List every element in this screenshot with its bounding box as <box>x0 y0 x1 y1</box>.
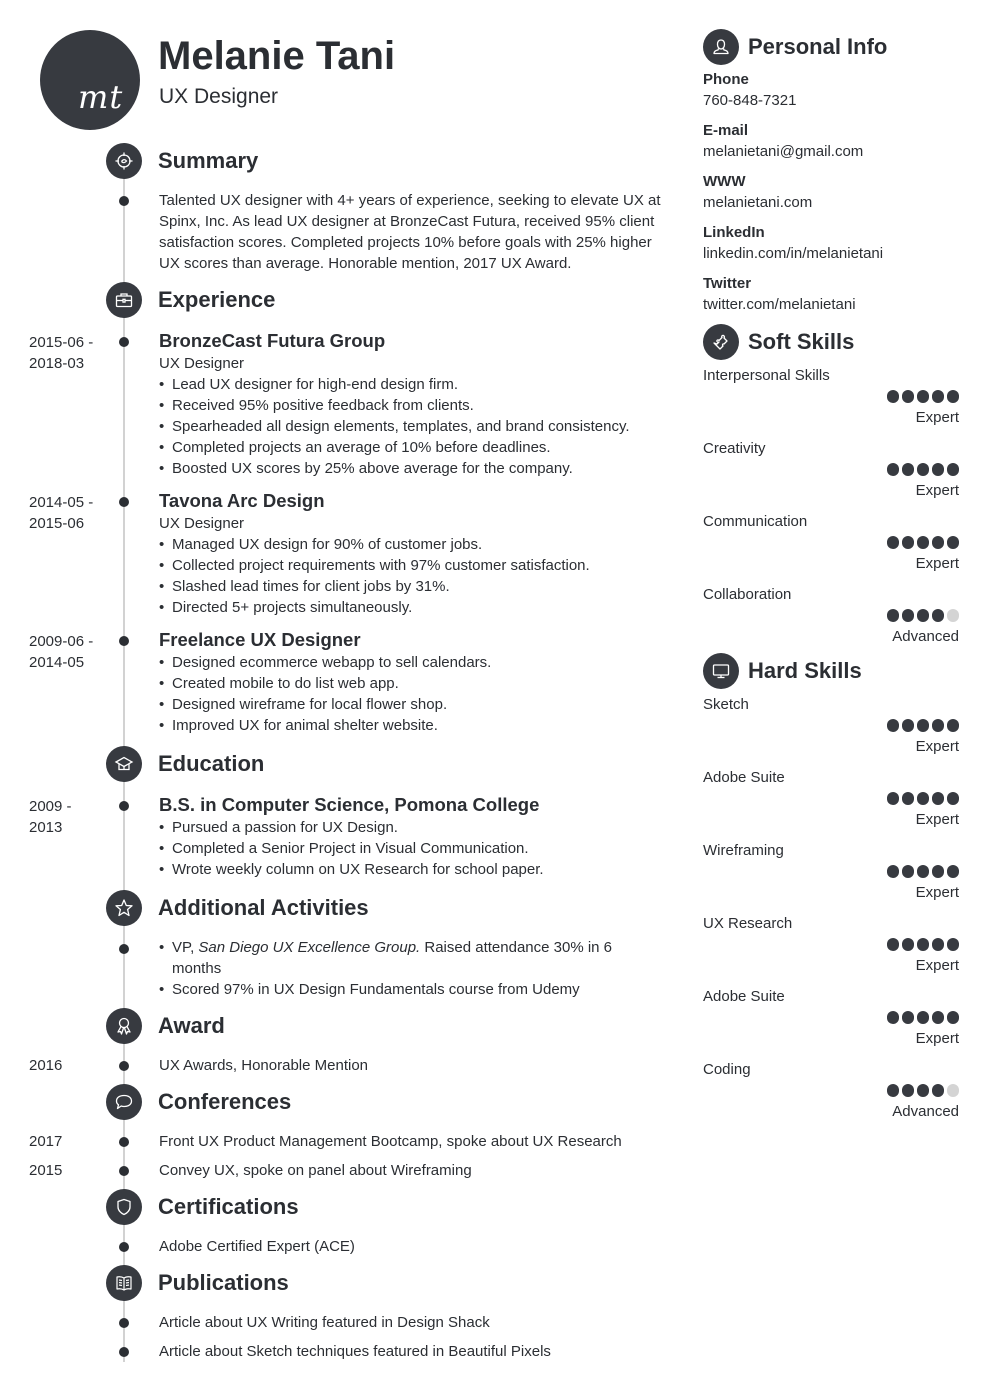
company-name: Tavona Arc Design <box>159 490 325 511</box>
date-start: 2015-06 - <box>29 334 94 351</box>
timeline-dot <box>119 337 129 347</box>
timeline-dot <box>119 801 129 811</box>
field-label-www: WWW <box>703 173 746 190</box>
skill-level: Expert <box>915 409 959 426</box>
activities-list <box>159 937 629 1000</box>
star-icon <box>106 890 142 926</box>
experience-item <box>159 489 669 618</box>
date-start: 2009-06 - <box>29 633 94 650</box>
section-title: Summary <box>158 148 259 173</box>
responsibility-list <box>159 652 669 736</box>
skill-name: Adobe Suite <box>703 988 785 1005</box>
hard-skills-list <box>703 695 963 1133</box>
speech-bubble-icon <box>106 1084 142 1120</box>
skill-name: UX Research <box>703 915 793 932</box>
skill-row <box>703 695 963 768</box>
job-role: UX Designer <box>159 515 245 532</box>
user-icon <box>703 29 739 65</box>
sidebar-column <box>703 29 963 1133</box>
company-name: Freelance UX Designer <box>159 629 361 650</box>
activity-text: VP, <box>172 939 199 956</box>
company-name: BronzeCast Futura Group <box>159 330 386 351</box>
list-item: • Collected project requirements with 97% customer satisfaction. <box>159 555 669 576</box>
education-date <box>29 796 109 838</box>
summary-text-block <box>159 190 669 274</box>
skill-name: Wireframing <box>703 842 784 859</box>
degree-name: B.S. in Computer Science, Pomona College <box>159 794 540 815</box>
timeline-dot <box>119 944 129 954</box>
publication-text: Article about UX Writing featured in Design Shack <box>159 1314 490 1331</box>
skill-rating-dots <box>887 1011 960 1024</box>
skill-rating-dots <box>887 792 960 805</box>
skill-name: Collaboration <box>703 586 792 603</box>
skill-level: Expert <box>915 555 959 572</box>
section-title: Soft Skills <box>748 329 855 354</box>
skill-rating-dots <box>887 609 960 622</box>
candidate-title: UX Designer <box>159 85 279 108</box>
field-value-phone: 760-848-7321 <box>703 92 797 109</box>
list-item: • Lead UX designer for high-end design firm. <box>159 374 669 395</box>
target-icon <box>106 143 142 179</box>
field-value-www[interactable]: melanietani.com <box>703 194 813 211</box>
list-item: • Boosted UX scores by 25% above average for the company. <box>159 458 669 479</box>
skill-row <box>703 439 963 512</box>
date-end: 2015-06 <box>29 515 85 532</box>
skill-level: Expert <box>915 738 959 755</box>
timeline-dot <box>119 1242 129 1252</box>
date-start: 2014-05 - <box>29 494 94 511</box>
timeline-dot <box>119 1166 129 1176</box>
timeline-dot <box>119 1061 129 1071</box>
skill-rating-dots <box>887 865 960 878</box>
education-item <box>159 793 669 880</box>
shield-icon <box>106 1189 142 1225</box>
list-item: • Directed 5+ projects simultaneously. <box>159 597 669 618</box>
conference-text: Front UX Product Management Bootcamp, spoke about UX Research <box>159 1133 622 1150</box>
skill-name: Coding <box>703 1061 751 1078</box>
conference-text: Convey UX, spoke on panel about Wireframing <box>159 1162 472 1179</box>
timeline-dot <box>119 1347 129 1357</box>
briefcase-icon <box>106 282 142 318</box>
list-item: • Managed UX design for 90% of customer jobs. <box>159 534 669 555</box>
candidate-name: Melanie Tani <box>158 34 396 78</box>
skill-row <box>703 914 963 987</box>
list-item: • Completed projects an average of 10% before deadlines. <box>159 437 669 458</box>
skill-name: Sketch <box>703 696 749 713</box>
list-item: • Pursued a passion for UX Design. <box>159 817 669 838</box>
list-item <box>159 937 629 979</box>
experience-date <box>29 492 109 534</box>
organization-name: San Diego UX Excellence Group. <box>198 939 421 956</box>
field-value-twitter[interactable]: twitter.com/melanietani <box>703 296 856 313</box>
field-value-linkedin[interactable]: linkedin.com/in/melanietani <box>703 245 884 262</box>
publication-text: Article about Sketch techniques featured in Beautiful Pixels <box>159 1343 551 1360</box>
skill-rating-dots <box>887 938 960 951</box>
timeline-dot <box>119 497 129 507</box>
skill-row <box>703 585 963 658</box>
skill-row <box>703 768 963 841</box>
skill-level: Expert <box>915 957 959 974</box>
list-item: • Designed wireframe for local flower shop. <box>159 694 669 715</box>
section-hard-skills-header <box>703 653 963 689</box>
skill-row <box>703 366 963 439</box>
puzzle-piece-icon <box>703 324 739 360</box>
section-title: Personal Info <box>748 34 888 59</box>
list-item: • Improved UX for animal shelter website. <box>159 715 669 736</box>
section-personal-info-header <box>703 29 963 65</box>
skill-name: Creativity <box>703 440 766 457</box>
date-start: 2009 - <box>29 798 72 815</box>
list-item: • Designed ecommerce webapp to sell calendars. <box>159 652 669 673</box>
field-label-twitter: Twitter <box>703 275 752 292</box>
monitor-icon <box>703 653 739 689</box>
field-label-linkedin: LinkedIn <box>703 224 765 241</box>
skill-rating-dots <box>887 463 960 476</box>
graduation-cap-icon <box>106 746 142 782</box>
skill-row <box>703 1060 963 1133</box>
timeline-dot <box>119 1137 129 1147</box>
list-item: • Wrote weekly column on UX Research for school paper. <box>159 859 669 880</box>
soft-skills-list <box>703 366 963 658</box>
date-end: 2013 <box>29 819 63 836</box>
skill-rating-dots <box>887 536 960 549</box>
skill-level: Expert <box>915 811 959 828</box>
section-title: Conferences <box>158 1089 292 1114</box>
skill-rating-dots <box>887 719 960 732</box>
activities-item <box>159 937 629 1000</box>
personal-info-list <box>703 70 963 316</box>
section-title: Hard Skills <box>748 658 862 683</box>
skill-name: Communication <box>703 513 808 530</box>
responsibility-list <box>159 374 669 479</box>
section-title: Education <box>158 751 265 776</box>
field-label-email: E-mail <box>703 122 749 139</box>
skill-name: Adobe Suite <box>703 769 785 786</box>
list-item: • Completed a Senior Project in Visual Communication. <box>159 838 669 859</box>
list-item: • Created mobile to do list web app. <box>159 673 669 694</box>
experience-item <box>159 329 669 479</box>
experience-item <box>159 628 669 736</box>
award-ribbon-icon <box>106 1008 142 1044</box>
field-value-email[interactable]: melanietani@gmail.com <box>703 143 864 160</box>
avatar <box>40 30 140 130</box>
timeline-dot <box>119 1318 129 1328</box>
timeline-dot <box>119 636 129 646</box>
list-item: • Spearheaded all design elements, templates, and brand consistency. <box>159 416 669 437</box>
certification-text: Adobe Certified Expert (ACE) <box>159 1238 355 1255</box>
experience-date <box>29 332 109 374</box>
section-soft-skills-header <box>703 324 963 360</box>
skill-level: Expert <box>915 482 959 499</box>
experience-date <box>29 631 109 673</box>
skill-name: Interpersonal Skills <box>703 367 830 384</box>
timeline-dot <box>119 196 129 206</box>
activity-text: Raised attendance 30% in 6 months <box>172 939 613 977</box>
section-title: Publications <box>158 1270 289 1295</box>
skill-rating-dots <box>887 1084 960 1097</box>
skill-level: Advanced <box>892 628 959 645</box>
field-label-phone: Phone <box>703 71 749 88</box>
education-list <box>159 817 669 880</box>
skill-level: Expert <box>915 884 959 901</box>
conference-date: 2017 <box>29 1133 63 1150</box>
open-book-icon <box>106 1265 142 1301</box>
section-title: Certifications <box>158 1194 299 1219</box>
skill-row <box>703 987 963 1060</box>
summary-text: Talented UX designer with 4+ years of experience, seeking to elevate UX at Spinx, Inc. As lead UX designer at BronzeCast Futura, received 95% client satisfaction scores. Completed projects 10% before goals with 25% higher UX scores than average. Honorable mention, 2017 UX Award. <box>159 192 661 272</box>
skill-rating-dots <box>887 390 960 403</box>
skill-level: Expert <box>915 1030 959 1047</box>
award-text: UX Awards, Honorable Mention <box>159 1057 369 1074</box>
list-item: • Scored 97% in UX Design Fundamentals course from Udemy <box>159 979 629 1000</box>
list-item: • Slashed lead times for client jobs by 31%. <box>159 576 669 597</box>
avatar-initials: mt <box>78 78 124 116</box>
date-end: 2018-03 <box>29 355 85 372</box>
skill-row <box>703 512 963 585</box>
responsibility-list <box>159 534 669 618</box>
list-item: • Received 95% positive feedback from clients. <box>159 395 669 416</box>
date-end: 2014-05 <box>29 654 85 671</box>
award-date: 2016 <box>29 1057 63 1074</box>
skill-row <box>703 841 963 914</box>
job-role: UX Designer <box>159 355 245 372</box>
skill-level: Advanced <box>892 1103 959 1120</box>
section-title: Additional Activities <box>158 895 369 920</box>
conference-date: 2015 <box>29 1162 63 1179</box>
section-title: Award <box>158 1013 225 1038</box>
section-title: Experience <box>158 287 276 312</box>
